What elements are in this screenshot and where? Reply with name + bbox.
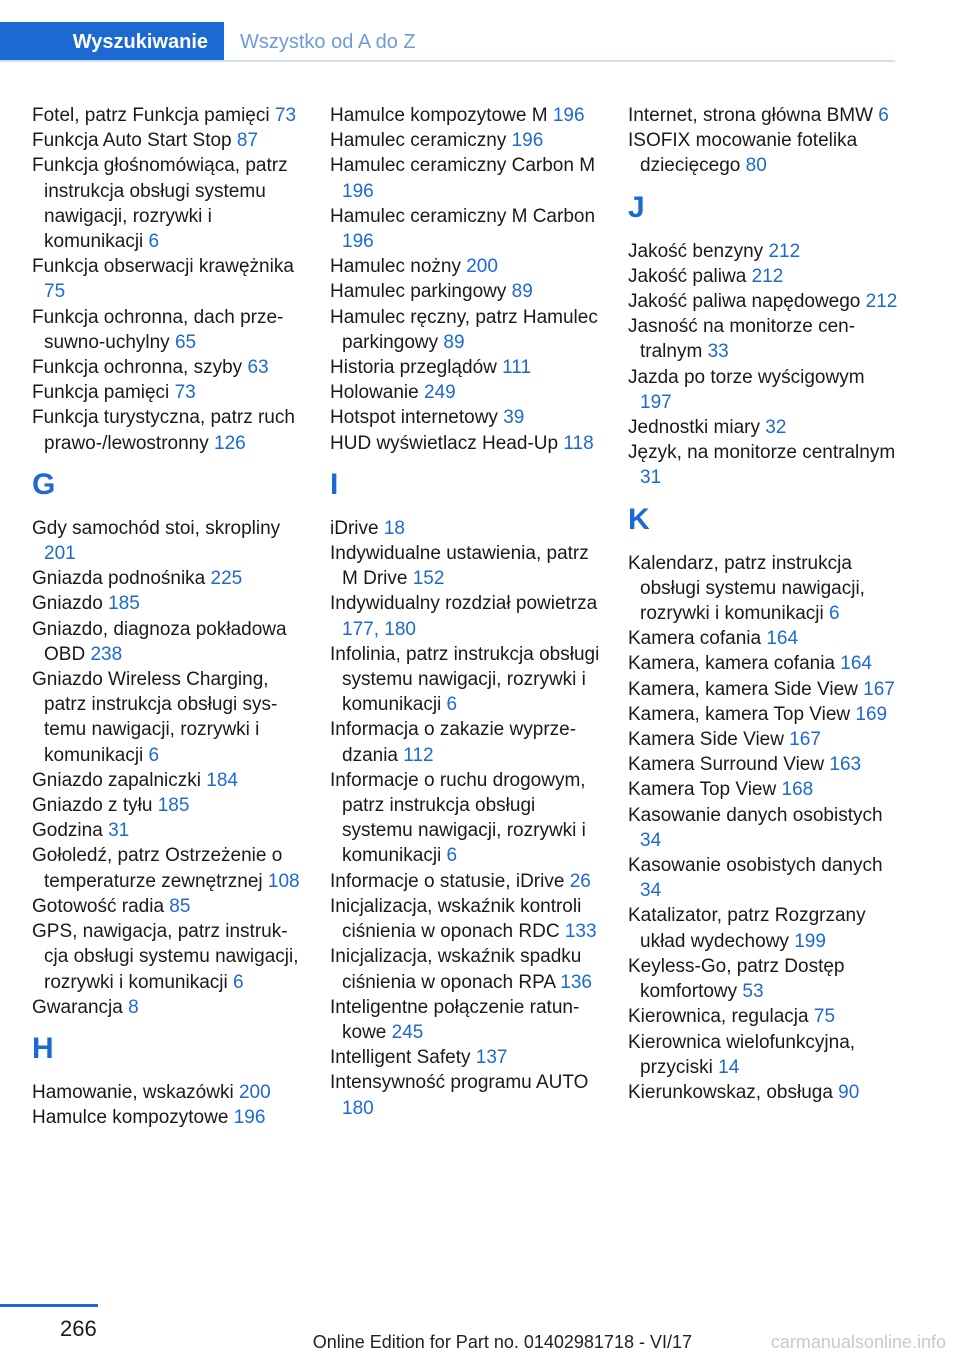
entry-text: Jednostki miary: [628, 417, 760, 439]
index-entry: [628, 264, 898, 289]
entry-text: Godzina: [32, 820, 103, 842]
index-entry: [32, 380, 302, 405]
index-entry: [628, 239, 898, 264]
page-link[interactable]: 6: [828, 603, 840, 625]
entry-text: Funkcja ochronna, szyby: [32, 357, 243, 379]
entry-text: Gniazdo Wireless Charging, patrz instrukcja obsługi systemu nawigacji, rozrywki i komunikacji: [32, 669, 278, 766]
entry-text: Kamera, kamera Side View: [628, 678, 858, 700]
entry-text: Hamowanie, wskazówki: [32, 1081, 234, 1103]
entry-text: Jazda po torze wyścigowym: [628, 366, 865, 388]
index-entry: [330, 1070, 605, 1120]
footer-rule: [0, 1304, 98, 1307]
page-link[interactable]: 126: [214, 432, 246, 454]
entry-text: Kasowanie osobistych danych: [628, 855, 883, 877]
entry-text: Gniazdo: [32, 593, 103, 615]
page-link[interactable]: 177, 180: [342, 618, 416, 640]
index-entry: [330, 254, 605, 279]
entry-text: Hamulce kompozytowe M: [330, 105, 548, 126]
section-letter: G: [32, 467, 56, 501]
entry-text: Inicjalizacja, wskaźnik spadku ciśnienia w oponach RPA: [330, 946, 582, 993]
index-entry: [330, 768, 605, 869]
index-entry: [628, 551, 898, 627]
index-entry: [628, 1030, 898, 1080]
index-entry: [32, 1080, 302, 1105]
index-entry: [330, 869, 605, 894]
tab-search[interactable]: Wyszukiwanie: [0, 22, 224, 62]
entry-text: Kamera Surround View: [628, 754, 825, 776]
page-link[interactable]: 6: [232, 971, 244, 993]
index-entry: [628, 903, 898, 953]
index-column-3: [628, 103, 898, 1105]
index-entry: [330, 516, 605, 541]
index-entry: [330, 894, 605, 944]
page-link[interactable]: 6: [148, 231, 160, 253]
page-link[interactable]: 31: [108, 820, 130, 842]
index-entry: [330, 541, 605, 591]
index-entry: [628, 103, 898, 128]
section-letter: I: [330, 467, 339, 501]
page-link[interactable]: 163: [829, 754, 862, 776]
index-entry: [628, 677, 898, 702]
index-entry: [32, 894, 302, 919]
entry-text: Kierownica wielofunkcyjna, przyciski: [628, 1031, 856, 1078]
index-entry: [330, 642, 605, 718]
page-link[interactable]: 6: [148, 744, 160, 766]
index-entry: [32, 405, 302, 455]
index-entry: [32, 153, 302, 254]
index-entry: [628, 777, 898, 802]
page-link[interactable]: 184: [206, 769, 238, 791]
entry-text: Inicjalizacja, wskaźnik kontroli ciśnienia w oponach RDC: [330, 895, 582, 943]
index-entry: [628, 314, 898, 364]
entry-text: Jakość paliwa: [628, 265, 747, 287]
index-entry: [628, 752, 898, 777]
entry-text: Gniazdo z tyłu: [32, 795, 153, 817]
index-entry: [32, 591, 302, 616]
entry-text: Kierownica, regulacja: [628, 1006, 809, 1028]
page-link[interactable]: 33: [707, 341, 729, 363]
index-entry: [628, 1004, 898, 1029]
page-link[interactable]: 6: [446, 694, 458, 716]
entry-text: Gniazda podnośnika: [32, 568, 206, 590]
index-entry: [330, 944, 605, 994]
entry-text: Kamera, kamera Top View: [628, 703, 851, 725]
page-link[interactable]: 18: [383, 517, 405, 539]
index-entry: [32, 566, 302, 591]
page-link[interactable]: 6: [446, 845, 458, 867]
index-entry: [330, 305, 605, 355]
index-entry: [628, 702, 898, 727]
index-entry: [32, 919, 302, 995]
page-link[interactable]: 212: [865, 291, 898, 313]
page-link[interactable]: 108: [267, 870, 300, 892]
page-link[interactable]: 89: [511, 281, 533, 303]
page-link[interactable]: 200: [466, 256, 498, 278]
page-link[interactable]: 80: [745, 155, 767, 177]
entry-text: Informacje o statusie, iDrive: [330, 870, 565, 892]
watermark: carmanualsonline.info: [770, 1332, 946, 1352]
index-entry: [330, 995, 605, 1045]
page-link[interactable]: 118: [563, 432, 594, 454]
page-link[interactable]: 212: [768, 240, 801, 262]
entry-text: Kierunkowskaz, obsługa: [628, 1081, 833, 1103]
index-entry: [32, 355, 302, 380]
entry-text: Hamulec parkingowy: [330, 281, 507, 303]
page-link[interactable]: 53: [742, 981, 764, 1003]
entry-text: Kamera Side View: [628, 729, 784, 751]
entry-text: Jasność na monitorze centralnym: [628, 316, 856, 363]
entry-text: Gniazdo, diagnoza pokładowa OBD: [32, 618, 287, 665]
index-entry: [330, 153, 605, 203]
index-entry: [628, 803, 898, 853]
page-link[interactable]: 6: [878, 105, 889, 126]
index-entry: [628, 415, 898, 440]
entry-text: Hotspot internetowy: [330, 407, 498, 429]
header-tabs: [0, 22, 895, 62]
page-link[interactable]: 63: [247, 357, 269, 379]
page-link[interactable]: 31: [640, 467, 662, 489]
index-entry: [32, 254, 302, 304]
entry-text: Internet, strona główna BMW: [628, 105, 873, 126]
page-link[interactable]: 137: [475, 1047, 508, 1069]
entry-text: Gniazdo zapalniczki: [32, 769, 201, 791]
entry-text: Funkcja obserwacji krawężnika: [32, 256, 294, 278]
entry-text: Informacja o zakazie wyprzedzania: [330, 719, 577, 766]
entry-text: Indywidualne ustawienia, patrz M Drive: [330, 543, 589, 590]
entry-text: Gołoledź, patrz Ostrzeżenie o temperaturze zewnętrznej: [32, 845, 283, 892]
index-entry: [32, 818, 302, 843]
page-link[interactable]: 111: [502, 357, 532, 379]
entry-text: Historia przeglądów: [330, 357, 497, 379]
entry-text: Kamera cofania: [628, 628, 762, 650]
page-link[interactable]: 112: [403, 744, 434, 766]
index-entry: [32, 667, 302, 768]
index-entry: [32, 1105, 302, 1130]
entry-text: Hamulec ceramiczny M Carbon: [330, 205, 596, 227]
entry-text: Jakość paliwa napędowego: [628, 291, 861, 313]
page-link[interactable]: 167: [789, 729, 821, 751]
index-entry: [330, 355, 605, 380]
index-entry: [330, 431, 605, 456]
page-link[interactable]: 164: [766, 628, 799, 650]
entry-text: Indywidualny rozdział powietrza: [330, 593, 598, 615]
index-entry: [330, 128, 605, 153]
page-link[interactable]: 73: [174, 382, 196, 404]
entry-text: Funkcja ochronna, dach przesuwno-uchylny: [32, 306, 284, 353]
page-link[interactable]: 85: [169, 895, 191, 917]
entry-text: Kamera Top View: [628, 779, 777, 801]
entry-text: Gdy samochód stoi, skropliny: [32, 517, 281, 539]
entry-text: iDrive: [330, 517, 379, 539]
page-link[interactable]: 168: [781, 779, 814, 801]
entry-text: Gwarancja: [32, 996, 123, 1018]
page-link[interactable]: 34: [640, 829, 662, 851]
entry-text: GPS, nawigacja, patrz instrukcja obsługi systemu nawigacji, rozrywki i komunikacji: [32, 921, 299, 993]
page-link[interactable]: 14: [718, 1056, 740, 1078]
page-link[interactable]: 8: [128, 996, 139, 1018]
entry-text: Holowanie: [330, 382, 419, 404]
page-link[interactable]: 225: [210, 568, 243, 590]
page-link[interactable]: 197: [640, 391, 672, 413]
page-link[interactable]: 34: [640, 880, 662, 902]
entry-text: Keyless-Go, patrz Dostęp komfortowy: [628, 955, 845, 1003]
entry-text: Infolinia, patrz instrukcja obsługi systemu nawigacji, rozrywki i komunikacji: [330, 643, 600, 716]
page-link[interactable]: 199: [794, 930, 826, 952]
entry-text: Język, na monitorze centralnym: [628, 442, 896, 464]
page-link[interactable]: 73: [274, 105, 297, 126]
index-entry: [330, 204, 605, 254]
entry-text: Funkcja głośnomówiąca, patrz instrukcja obsługi systemu nawigacji, rozrywki i komunikacji: [32, 155, 288, 253]
entry-text: Informacje o ruchu drogowym, patrz instrukcja obsługi systemu nawigacji, rozrywki i komunikacji: [330, 769, 586, 867]
page-link[interactable]: 87: [236, 130, 259, 152]
page-link[interactable]: 196: [511, 130, 544, 152]
page-link[interactable]: 75: [813, 1006, 836, 1028]
page-link[interactable]: 201: [44, 543, 76, 565]
section-letter: J: [628, 190, 645, 224]
page-link[interactable]: 89: [443, 331, 465, 353]
page-link[interactable]: 133: [564, 921, 597, 943]
entry-text: Hamulce kompozytowe: [32, 1107, 229, 1129]
index-entry: [628, 727, 898, 752]
page-link[interactable]: 196: [233, 1107, 266, 1129]
page-link[interactable]: 39: [503, 407, 525, 429]
entry-text: Hamulec ceramiczny: [330, 130, 507, 152]
entry-text: Hamulec ceramiczny Carbon M: [330, 155, 596, 177]
entry-text: Funkcja Auto Start Stop: [32, 130, 232, 152]
page-link[interactable]: 196: [552, 105, 585, 126]
page-link[interactable]: 26: [569, 870, 591, 892]
index-entry: [628, 954, 898, 1004]
entry-text: Fotel, patrz Funkcja pamięci: [32, 105, 270, 126]
page-link[interactable]: 200: [238, 1081, 271, 1103]
entry-text: Kalendarz, patrz instrukcja obsługi systemu nawigacji, rozrywki i komunikacji: [628, 552, 865, 625]
index-entry: [628, 626, 898, 651]
entry-text: Funkcja pamięci: [32, 382, 170, 404]
page-link[interactable]: 75: [44, 281, 66, 303]
entry-text: Jakość benzyny: [628, 240, 764, 262]
index-entry: [330, 103, 605, 128]
index-entry: [32, 516, 302, 566]
entry-text: HUD wyświetlacz Head-Up: [330, 432, 559, 454]
entry-text: Gotowość radia: [32, 895, 165, 917]
index-entry: [628, 128, 898, 178]
page-link[interactable]: 164: [840, 653, 872, 675]
page-link[interactable]: 32: [765, 417, 787, 439]
edition-note: Online Edition for Part no. 01402981718 - VI/17: [312, 1332, 692, 1352]
index-entry: [330, 591, 605, 641]
page-link[interactable]: 185: [157, 795, 190, 817]
header-rule: [0, 60, 895, 62]
index-entry: [330, 1045, 605, 1070]
entry-text: ISOFIX mocowanie fotelika dziecięcego: [628, 130, 858, 177]
entry-text: Hamulec nożny: [330, 256, 461, 278]
index-entry: [628, 651, 898, 676]
entry-text: Katalizator, patrz Rozgrzany układ wydechowy: [628, 905, 866, 952]
page-link[interactable]: 65: [174, 331, 197, 353]
entry-text: Kamera, kamera cofania: [628, 653, 835, 675]
entry-text: Kasowanie danych osobistych: [628, 804, 883, 826]
page-link[interactable]: 167: [863, 678, 895, 700]
section-letter: H: [32, 1031, 54, 1065]
page-link[interactable]: 180: [342, 1097, 374, 1119]
index-entry: [628, 853, 898, 903]
page-link[interactable]: 152: [412, 568, 445, 590]
page-link[interactable]: 238: [90, 643, 123, 665]
entry-text: Funkcja turystyczna, patrz ruch prawo-/lewostronny: [32, 407, 295, 454]
index-entry: [32, 617, 302, 667]
index-entry: [628, 440, 898, 490]
index-entry: [330, 279, 605, 304]
index-entry: [628, 1080, 898, 1105]
page-number: 266: [60, 1316, 97, 1341]
index-entry: [628, 365, 898, 415]
tab-a-to-z[interactable]: Wszystko od A do Z: [240, 31, 416, 53]
index-entry: [32, 305, 302, 355]
page-link[interactable]: 245: [391, 1021, 424, 1043]
page-link[interactable]: 185: [108, 593, 140, 615]
section-letter: K: [628, 502, 650, 536]
index-entry: [628, 289, 898, 314]
index-entry: [32, 793, 302, 818]
entry-text: Hamulec ręczny, patrz Hamulec parkingowy: [330, 306, 598, 353]
entry-text: Inteligentne połączenie ratunkowe: [330, 996, 580, 1043]
page-link[interactable]: 196: [342, 180, 374, 202]
index-entry: [32, 995, 302, 1020]
index-column-2: [330, 103, 605, 1121]
index-entry: [32, 128, 302, 153]
page-link[interactable]: 136: [560, 971, 592, 993]
entry-text: Intelligent Safety: [330, 1047, 471, 1069]
page-link[interactable]: 196: [342, 231, 374, 253]
entry-text: Intensywność programu AUTO: [330, 1072, 589, 1094]
index-entry: [330, 717, 605, 767]
index-entry: [330, 405, 605, 430]
index-entry: [32, 103, 302, 128]
page-link[interactable]: 90: [838, 1081, 860, 1103]
page-link[interactable]: 249: [424, 382, 456, 404]
page-link[interactable]: 169: [855, 703, 888, 725]
page-link[interactable]: 212: [751, 265, 784, 287]
index-entry: [32, 843, 302, 893]
index-entry: [32, 768, 302, 793]
index-entry: [330, 380, 605, 405]
index-column-1: [32, 103, 302, 1130]
